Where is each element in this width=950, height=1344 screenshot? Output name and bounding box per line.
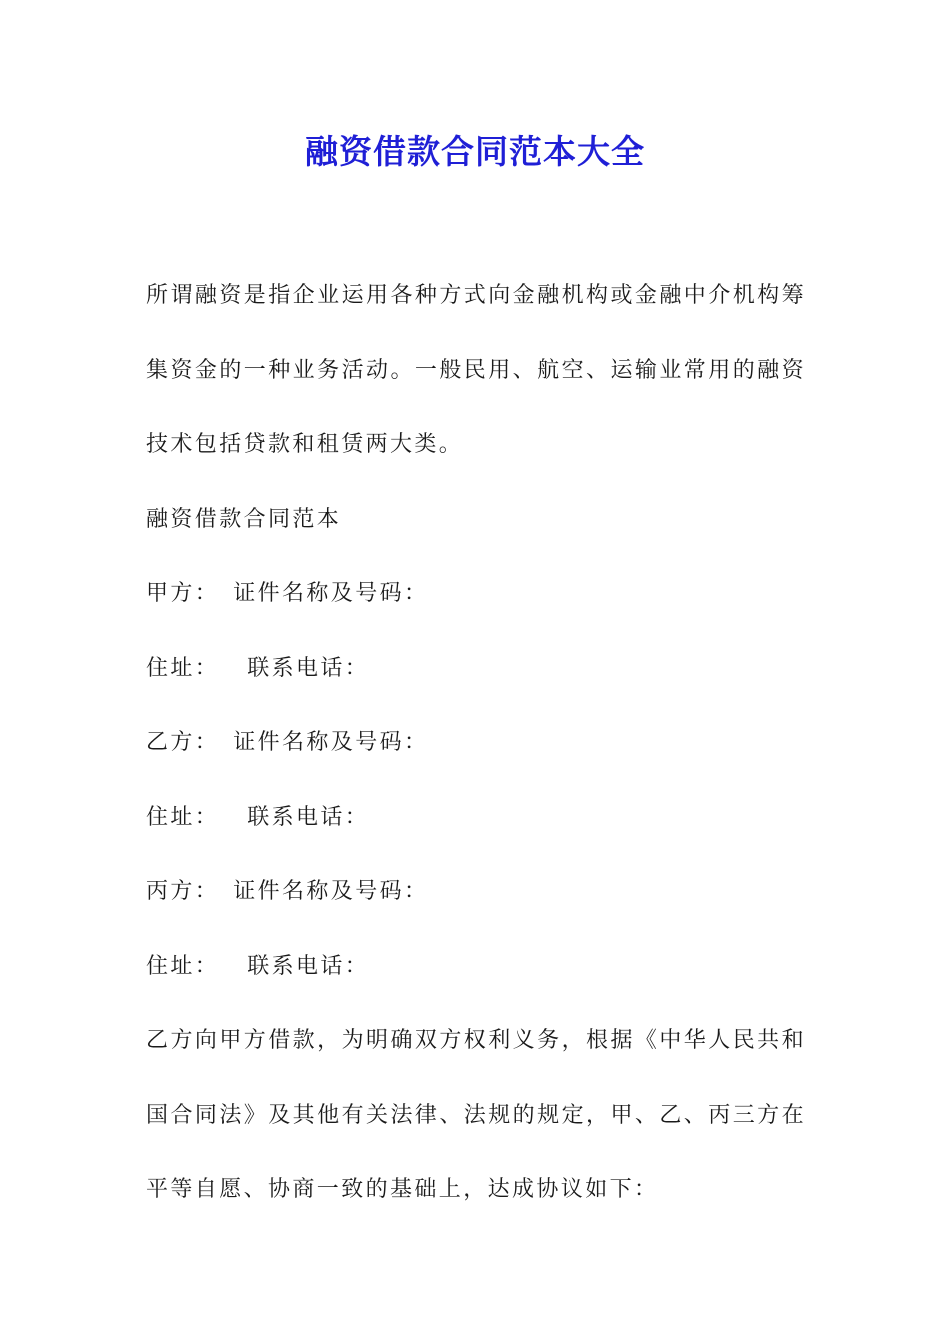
field-label: 联系电话： xyxy=(247,953,370,979)
agreement-paragraph: 乙方向甲方借款，为明确双方权利义务，根据《中华人民共和国合同法》及其他有关法律、法规的规定，甲、乙、丙三方在平等自愿、协商一致的基础上，达成协议如下： xyxy=(146,1028,806,1202)
party-c-address-line xyxy=(146,930,806,1005)
field-label: 联系电话： xyxy=(247,655,370,681)
party-a-address-line xyxy=(146,632,806,707)
field-label: 证件名称及号码： xyxy=(233,879,429,904)
party-label: 甲方： xyxy=(146,581,220,606)
party-label: 住址： xyxy=(146,655,220,681)
field-label: 证件名称及号码： xyxy=(233,581,429,606)
intro-paragraph: 所谓融资是指企业运用各种方式向金融机构或金融中介机构筹集资金的一种业务活动。一般民用、航空、运输业常用的融资技术包括贷款和租赁两大类。 xyxy=(146,283,806,457)
party-label: 丙方： xyxy=(146,879,220,904)
party-label: 乙方： xyxy=(146,730,220,755)
document-title: 融资借款合同范本大全 xyxy=(305,132,645,171)
field-label: 联系电话： xyxy=(247,804,370,830)
section-heading: 融资借款合同范本 xyxy=(146,506,342,532)
party-b-id-line xyxy=(146,706,806,781)
party-c-id-line xyxy=(146,855,806,930)
party-label: 住址： xyxy=(146,804,220,830)
party-a-id-line xyxy=(146,557,806,632)
document-body xyxy=(146,259,806,1228)
field-label: 证件名称及号码： xyxy=(233,730,429,755)
party-b-address-line xyxy=(146,781,806,856)
party-label: 住址： xyxy=(146,953,220,979)
